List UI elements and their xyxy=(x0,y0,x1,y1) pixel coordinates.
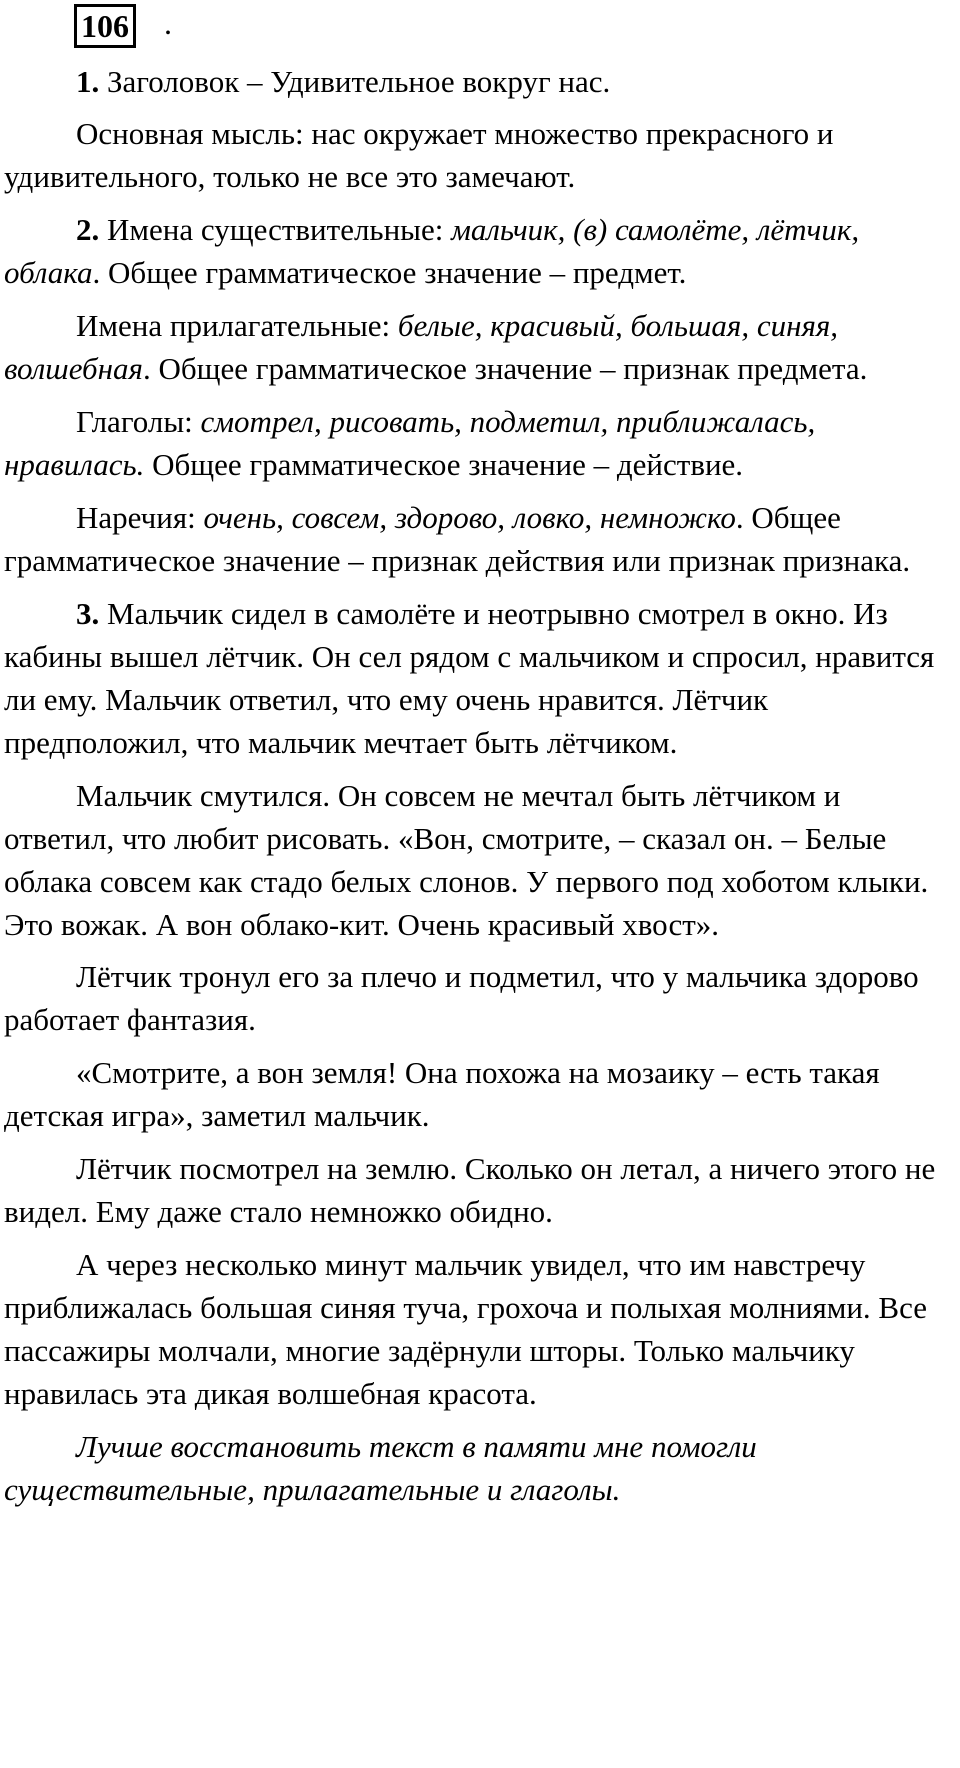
section-1-title: 1. Заголовок – Удивительное вокруг нас. xyxy=(76,64,611,99)
verb-words: смотрел, рисовать, подметил, приближалась, нравилась. xyxy=(4,404,816,482)
section-3-paragraph-3: Лётчик тронул его за плечо и подметил, что у мальчика здорово работает фантазия. xyxy=(4,959,919,1037)
section-2-adverbs: Наречия: очень, совсем, здорово, ловко, немножко. Общее грамматическое значение – признак действия или признак признака. xyxy=(4,500,911,578)
section-3-paragraph-2: Мальчик смутился. Он совсем не мечтал быть лётчиком и ответил, что любит рисовать. «Вон, смотрите, – сказал он. – Белые облака совсем как стадо белых слонов. У первого под хоботом клыки. Это вожак. А вон облако-кит. Очень красивый хвост». xyxy=(4,778,929,942)
section-3-paragraph-1: 3. Мальчик сидел в самолёте и неотрывно смотрел в окно. Из кабины вышел лётчик. Он сел рядом с мальчиком и спросил, нравится ли ему. Мальчик ответил, что ему очень нравится. Лётчик предположил, что мальчик мечтает быть лётчиком. xyxy=(4,596,935,760)
section-2-adjectives: Имена прилагательные: белые, красивый, большая, синяя, волшебная. Общее грамматическое значение – признак предмета. xyxy=(4,308,868,386)
section-3-number: 3. xyxy=(76,596,100,631)
section-1-number: 1. xyxy=(76,64,100,99)
conclusion: Лучше восстановить текст в памяти мне помогли существительные, прилагательные и глаголы. xyxy=(4,1429,757,1507)
nouns-words: мальчик, (в) самолёте, лётчик, облака xyxy=(4,212,860,290)
section-3-paragraph-4: «Смотрите, а вон земля! Она похожа на мозаику – есть такая детская игра», заметил мальчик. xyxy=(4,1055,880,1133)
section-3-paragraph-5: Лётчик посмотрел на землю. Сколько он летал, а ничего этого не видел. Ему даже стало немножко обидно. xyxy=(4,1151,936,1229)
answer-content xyxy=(4,60,956,1521)
section-2-verbs: Глаголы: смотрел, рисовать, подметил, приближалась, нравилась. Общее грамматическое значение – действие. xyxy=(4,404,816,482)
section-1-main-idea: Основная мысль: нас окружает множество прекрасного и удивительного, только не все это замечают. xyxy=(4,116,834,194)
section-2-nouns: 2. Имена существительные: мальчик, (в) самолёте, лётчик, облака. Общее грамматическое значение – предмет. xyxy=(4,212,860,290)
section-3-paragraph-6: А через несколько минут мальчик увидел, что им навстречу приближалась большая синяя туча, грохоча и полыхая молниями. Все пассажиры молчали, многие задёрнули шторы. Только мальчику нравилась эта дикая волшебная красота. xyxy=(4,1247,928,1411)
exercise-number: 106 xyxy=(74,4,136,48)
exercise-number-dot: . xyxy=(164,5,172,41)
adjective-words: белые, красивый, большая, синяя, волшебная xyxy=(4,308,839,386)
adverb-words: очень, совсем, здорово, ловко, немножко xyxy=(203,500,736,535)
section-2-number: 2. xyxy=(76,212,100,247)
